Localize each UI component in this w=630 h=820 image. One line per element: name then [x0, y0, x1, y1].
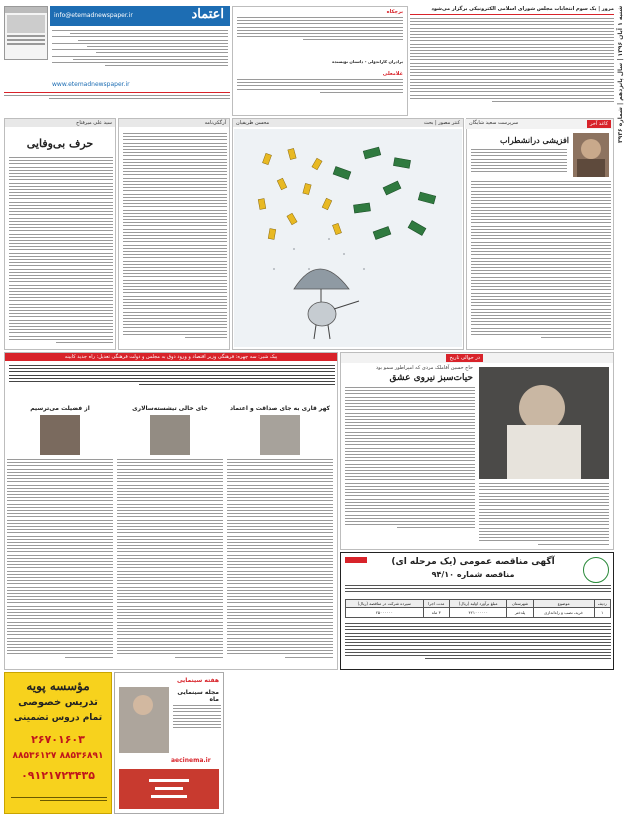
profile-3-title: از فضیلت می‌ترسیم [30, 405, 90, 412]
tutoring-phone-1: ۲۶۷۰۱۶۰۳ [31, 733, 85, 746]
cinema-ad [114, 672, 224, 814]
tutoring-phone-2: ۸۸۵۳۶۸۹۱ ۸۸۵۳۶۱۲۷ [12, 751, 104, 761]
tender-cell-subject: خرید، نصب و راه‌اندازی [533, 608, 594, 618]
tender-col-duration: مدت اجرا [423, 600, 449, 608]
cinema-banner [119, 769, 219, 809]
tender-ad [340, 552, 614, 670]
tender-cell-estimate: ۴۲۱۰۰۰۰۰۰ [450, 608, 507, 618]
top-mid-label-2: غلامعلی [382, 71, 403, 77]
tender-col-row: ردیف [594, 600, 611, 608]
tender-col-city: شهرستان [507, 600, 533, 608]
history-tag: در حوالی تاریخ [446, 354, 483, 362]
masthead [4, 6, 230, 116]
lower-left-block [4, 352, 338, 670]
lower-banner: پیک شیر: سه چهره: فرهنگی وزیر اقتصاد و ورود ذوق به مجلس و دولت فرهنگی تعدیل: راه جدید کابینه [5, 353, 337, 361]
profile-2-photo [150, 415, 190, 455]
tender-cell-deposit: ۲۵۰۰۰۰۰۰ [346, 608, 424, 618]
cartoon-right-label: کنتر مصور | بحث [423, 120, 460, 126]
second-column-label: آرگکی‌نامه [119, 119, 229, 127]
right-feature-tag: کاغذ آخر [587, 120, 611, 128]
tutoring-line1: تدریس خصوصی [18, 697, 98, 708]
side-strip: شنبه ۱ آبان ۱۳۹۶ | سال پانزدهم | شماره ۳۹۳۶ [617, 6, 624, 144]
masthead-thumbnail [4, 6, 48, 60]
cartoon-illustration [234, 129, 462, 347]
tender-col-subject: موضوع [533, 600, 594, 608]
tutoring-phone-3: ۰۹۱۲۱۷۲۳۴۳۵ [21, 769, 95, 782]
profile-1 [227, 405, 333, 667]
profile-3 [7, 405, 113, 667]
tender-logo [583, 557, 609, 583]
profile-1-photo [260, 415, 300, 455]
tender-tag [345, 557, 367, 563]
cartoon-box [232, 118, 464, 350]
cinema-brand[interactable]: aecinema.ir [171, 757, 211, 764]
top-right-box [410, 6, 614, 116]
profile-1-title: کهر قاری به جای صداقت و اعتماد [229, 405, 331, 412]
tender-col-deposit: سپرده شرکت در مناقصه (ریال) [346, 600, 424, 608]
masthead-logo: اعتماد [191, 7, 224, 22]
masthead-email[interactable]: info@etemadnewspaper.ir [54, 12, 133, 19]
tender-cell-city: پلدختر [507, 608, 533, 618]
cinema-title: هفته سینمایی [176, 677, 219, 684]
profile-2 [117, 405, 223, 667]
history-subtitle: حاج حسین آقاملک مردی که امپراطور سمو بود [375, 365, 473, 371]
tender-col-estimate: مبلغ برآورد اولیه (ریال) [450, 600, 507, 608]
tender-title: آگهی مناقصه عمومی (یک مرحله ای) [391, 557, 555, 567]
history-photo [479, 367, 609, 479]
top-right-header: مرور | یک سوم انتخابات مجلس شورای اسلامی الکترونیکی برگزار می‌شود [410, 6, 614, 15]
left-column-headline: حرف بی‌وفایی [26, 137, 94, 150]
history-headline: حیات‌سبز نیروی عشق [389, 373, 473, 383]
tutoring-title: مؤسسه پویه [26, 679, 90, 693]
masthead-logo-bar [50, 6, 230, 26]
cartoon-left-label: محسن ظریفیان [236, 120, 270, 126]
right-feature-photo [573, 133, 609, 177]
masthead-footer-lines [4, 92, 230, 112]
profile-3-photo [40, 415, 80, 455]
cinema-photo [119, 687, 169, 753]
top-mid-author: برادران کاراندولی - داستان نویسنده [332, 59, 403, 64]
tender-table [345, 599, 611, 618]
cinema-subtitle: مجله سینمایی ماه [177, 689, 219, 703]
top-mid-box [232, 6, 408, 116]
right-feature [466, 118, 614, 350]
tender-cell-row: ۱ [594, 608, 611, 618]
second-column [118, 118, 230, 350]
left-column-author: سید علی میرفتاح [5, 119, 115, 127]
tender-subtitle: مناقصه شماره ۹۴/۱۰ [431, 570, 515, 579]
masthead-info [52, 30, 228, 78]
top-mid-label: برچکاه [386, 9, 403, 15]
left-column [4, 118, 116, 350]
right-feature-headline: افزیشی درانشطراب [499, 135, 569, 145]
tender-table-row [346, 608, 611, 618]
profile-2-title: جای خالی تیشسته‌سالاری [132, 405, 208, 412]
tutoring-ad [4, 672, 112, 814]
tutoring-line2: تمام دروس تضمینی [13, 713, 103, 723]
tender-cell-duration: ۳ ماه [423, 608, 449, 618]
cartoon-header [233, 119, 463, 127]
masthead-site[interactable]: www.etemadnewspaper.ir [52, 81, 130, 88]
history-feature [340, 352, 614, 550]
tender-table-header [346, 600, 611, 608]
right-feature-author: سرپرست سعید شایگان [469, 120, 519, 126]
